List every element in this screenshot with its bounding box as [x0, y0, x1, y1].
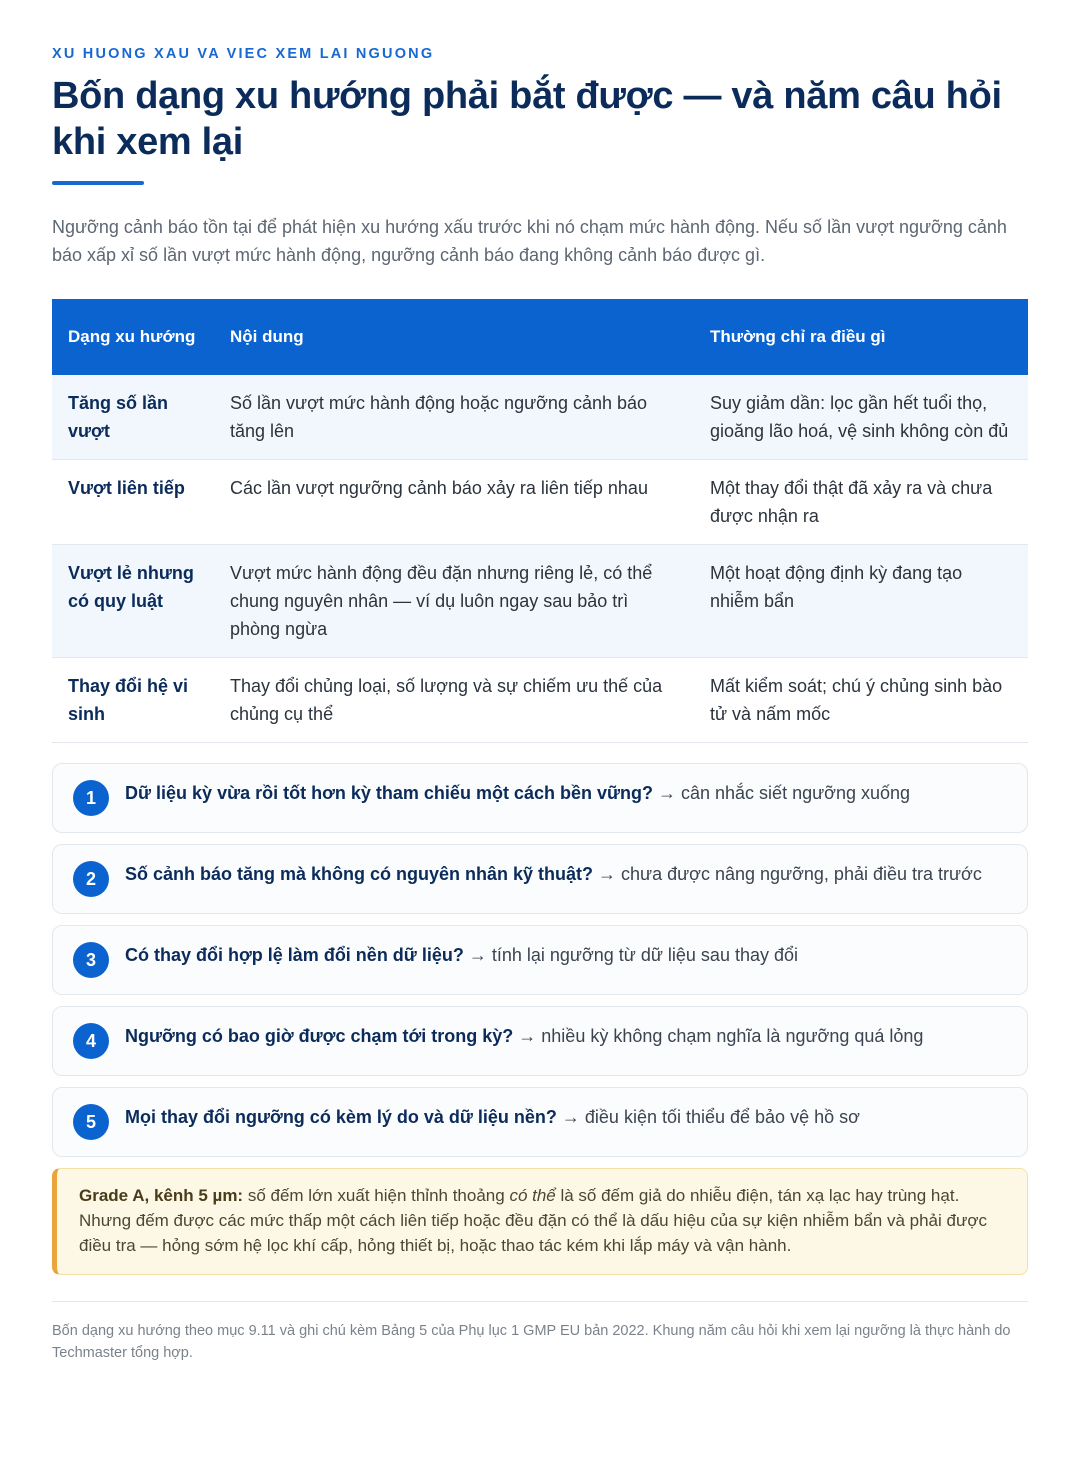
question-text: [125, 780, 910, 806]
callout-text-after: là số đếm giả do nhiễu điện, tán xạ lạc hay trùng hạt. Nhưng đếm được các mức thấp một cách liên tiếp hoặc đều đặn có thể là dấu hiệu của sự kiện nhiễm bẩn và phải được điều tra — hỏng sớm hệ lọc khí cấp, hỏng thiết bị, hoặc thao tác kém khi lắp máy và vận hành.: [79, 1186, 987, 1255]
trend-type-cell: Tăng số lần vượt: [52, 375, 214, 460]
trend-type-cell: Thay đổi hệ vi sinh: [52, 658, 214, 743]
question-number-badge: 3: [73, 942, 109, 978]
question-text: [125, 1023, 923, 1049]
column-header-indicates: Thường chỉ ra điều gì: [694, 299, 1028, 375]
trend-indicates-cell: Một hoạt động định kỳ đang tạo nhiễm bẩn: [694, 545, 1028, 658]
column-header-type: Dạng xu hướng: [52, 299, 214, 375]
trend-content-cell: Các lần vượt ngưỡng cảnh báo xảy ra liên tiếp nhau: [214, 460, 694, 545]
trend-type-cell: Vượt lẻ nhưng có quy luật: [52, 545, 214, 658]
question-prompt: Số cảnh báo tăng mà không có nguyên nhân kỹ thuật?: [125, 864, 594, 884]
question-guidance: → nhiều kỳ không chạm nghĩa là ngưỡng quá lỏng: [513, 1026, 924, 1046]
review-questions: [52, 763, 1028, 1157]
question-text: [125, 942, 798, 968]
question-guidance: → tính lại ngưỡng từ dữ liệu sau thay đổi: [463, 945, 798, 965]
question-card: [52, 925, 1028, 995]
intro-paragraph: Ngưỡng cảnh báo tồn tại để phát hiện xu hướng xấu trước khi nó chạm mức hành động. Nếu số lần vượt ngưỡng cảnh báo xấp xỉ số lần vượt mức hành động, ngưỡng cảnh báo đang không cảnh báo được gì.: [52, 217, 1007, 265]
table-row: [52, 545, 1028, 658]
table-row: [52, 460, 1028, 545]
trend-type-cell: Vượt liên tiếp: [52, 460, 214, 545]
title-underline: [52, 181, 144, 185]
trend-indicates-cell: Mất kiểm soát; chú ý chủng sinh bào tử và nấm mốc: [694, 658, 1028, 743]
question-card: [52, 844, 1028, 914]
question-number-badge: 1: [73, 780, 109, 816]
question-number-badge: 5: [73, 1104, 109, 1140]
question-prompt: Có thay đổi hợp lệ làm đổi nền dữ liệu?: [125, 945, 464, 965]
trend-content-cell: Thay đổi chủng loại, số lượng và sự chiếm ưu thế của chủng cụ thể: [214, 658, 694, 743]
question-text: [125, 1104, 860, 1130]
table-row: [52, 658, 1028, 743]
question-card: [52, 763, 1028, 833]
source-footnote: Bốn dạng xu hướng theo mục 9.11 và ghi chú kèm Bảng 5 của Phụ lục 1 GMP EU bản 2022. Khung năm câu hỏi khi xem lại ngưỡng là thực hành do Techmaster tổng hợp.: [52, 1323, 1011, 1361]
page-title: Bốn dạng xu hướng phải bắt được — và năm câu hỏi khi xem lại: [52, 75, 1002, 163]
table-row: [52, 375, 1028, 460]
page: [0, 45, 1080, 1364]
question-guidance: → cân nhắc siết ngưỡng xuống: [653, 783, 911, 803]
callout-emphasis: có thể: [509, 1186, 556, 1205]
question-prompt: Mọi thay đổi ngưỡng có kèm lý do và dữ liệu nền?: [125, 1107, 557, 1127]
question-text: [125, 861, 982, 887]
column-header-content: Nội dung: [214, 299, 694, 375]
callout-label: Grade A, kênh 5 µm:: [79, 1186, 244, 1205]
table-header-row: [52, 299, 1028, 375]
grade-a-callout: [52, 1168, 1028, 1275]
question-card: [52, 1087, 1028, 1157]
trend-table: [52, 299, 1028, 743]
question-number-badge: 4: [73, 1023, 109, 1059]
trend-content-cell: Số lần vượt mức hành động hoặc ngưỡng cảnh báo tăng lên: [214, 375, 694, 460]
question-prompt: Ngưỡng có bao giờ được chạm tới trong kỳ?: [125, 1026, 514, 1046]
trend-indicates-cell: Suy giảm dần: lọc gần hết tuổi thọ, gioăng lão hoá, vệ sinh không còn đủ: [694, 375, 1028, 460]
callout-text-before: số đếm lớn xuất hiện thỉnh thoảng: [243, 1186, 510, 1205]
question-guidance: → điều kiện tối thiểu để bảo vệ hồ sơ: [556, 1107, 860, 1127]
eyebrow: XU HUONG XAU VA VIEC XEM LAI NGUONG: [52, 46, 435, 62]
question-number-badge: 2: [73, 861, 109, 897]
question-guidance: → chưa được nâng ngưỡng, phải điều tra trước: [593, 864, 982, 884]
question-prompt: Dữ liệu kỳ vừa rồi tốt hơn kỳ tham chiếu một cách bền vững?: [125, 783, 653, 803]
footer-divider: [52, 1301, 1028, 1302]
trend-indicates-cell: Một thay đổi thật đã xảy ra và chưa được nhận ra: [694, 460, 1028, 545]
question-card: [52, 1006, 1028, 1076]
trend-content-cell: Vượt mức hành động đều đặn nhưng riêng lẻ, có thể chung nguyên nhân — ví dụ luôn ngay sau bảo trì phòng ngừa: [214, 545, 694, 658]
